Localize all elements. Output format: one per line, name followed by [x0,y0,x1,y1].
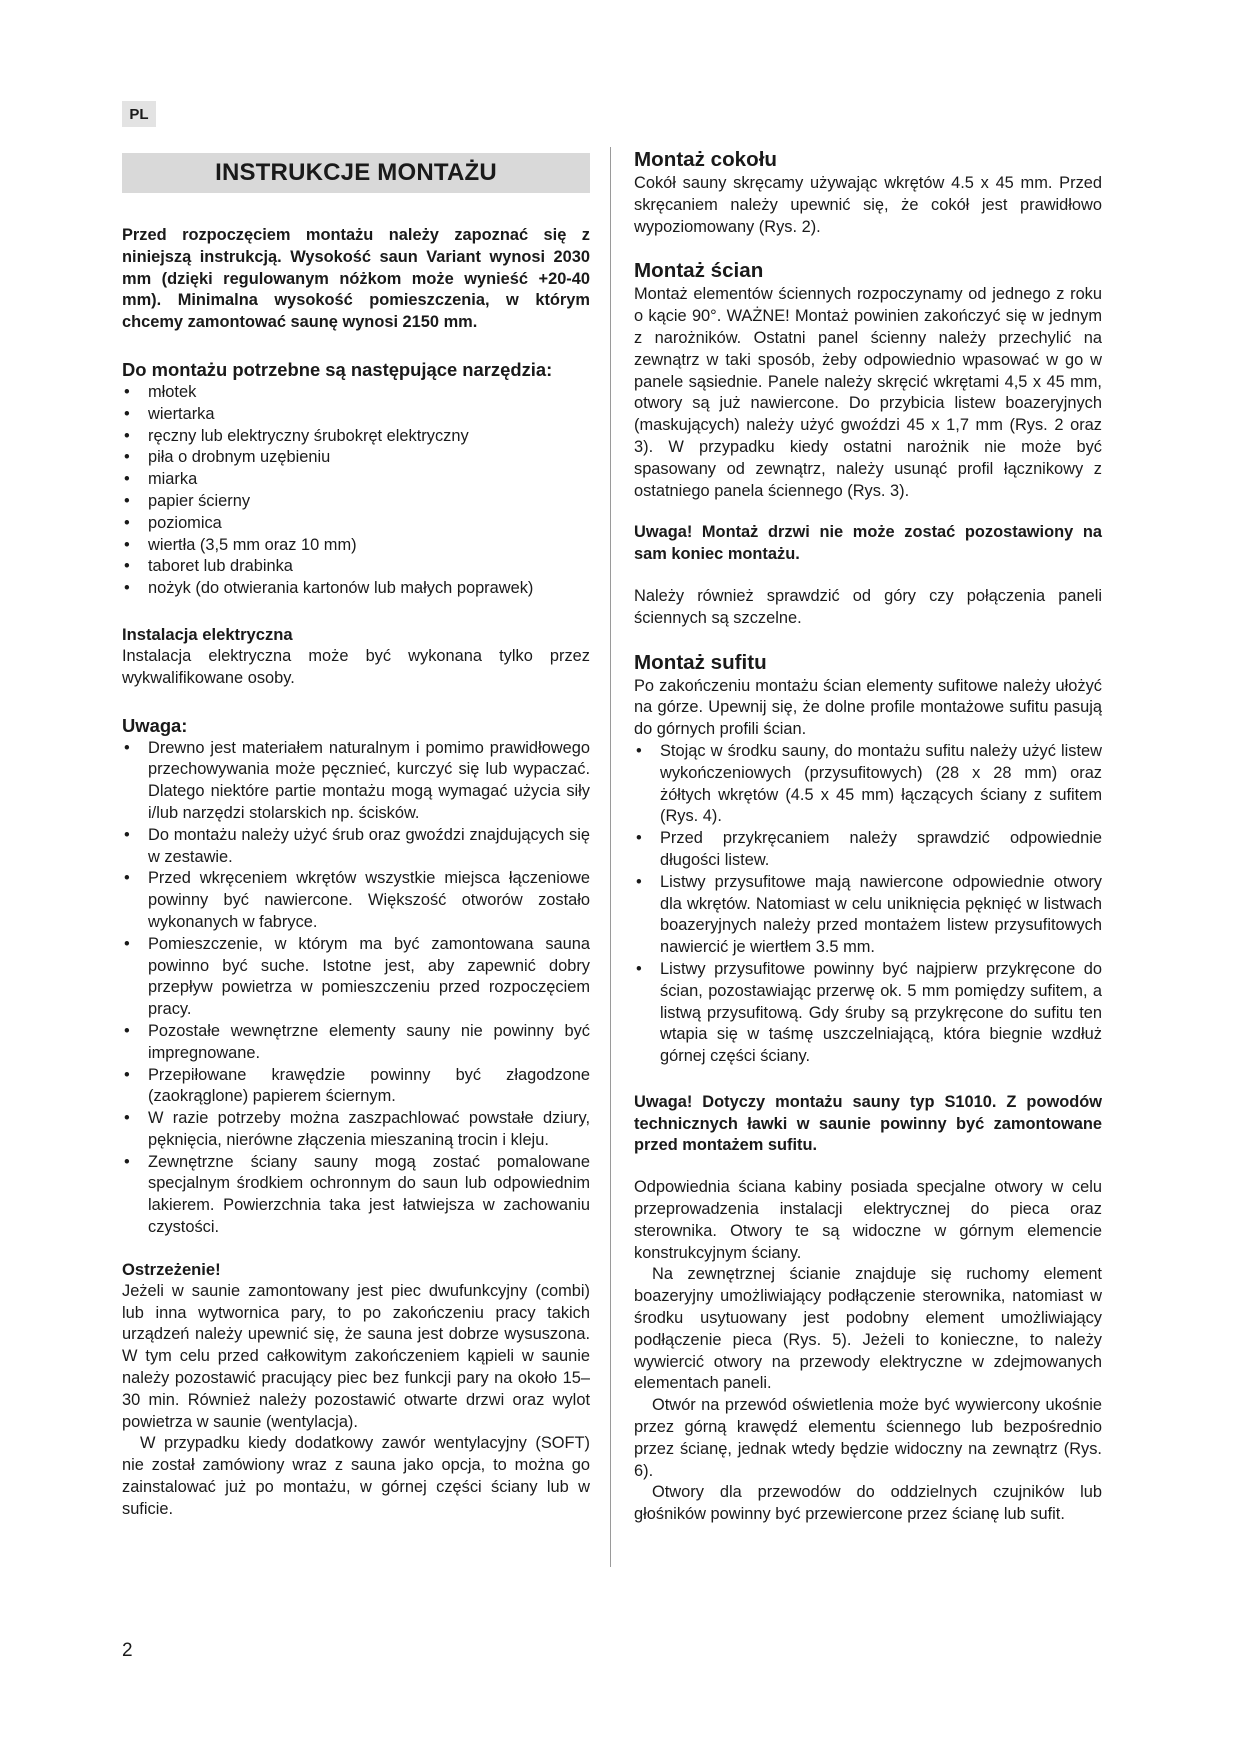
list-item: • W razie potrzeby można zaszpachlować powstałe dziury, pęknięcia, nierówne złączenia mieszaniną trocin i kleju. [122,1108,590,1152]
list-item: • Przed wkręceniem wkrętów wszystkie miejsca łączeniowe powinny być nawiercone. Większość otworów zostało wykonanych w fabryce. [122,868,590,933]
ceiling-paragraph-3: Otwór na przewód oświetlenia może być wywiercony ukośnie przez górną krawędź elementu ściennego lub bezpośrednio przez ścianę, jednak wtedy będzie widoczny na zewnątrz (Rys. 6). [634,1396,1102,1480]
list-item: • młotek [122,382,590,404]
list-item: • Listwy przysufitowe powinny być najpierw przykręcone do ścian, pozostawiając przerwę ok. 5 mm pomiędzy sufitem, a listwą przysufitową. Gdy śruby są przykręcone do sufitu ten wtapia się w taśmę uszczelniającą, która biegnie wzdłuż górnej części ściany. [634,959,1102,1068]
left-column [122,147,590,1521]
caution-heading: Uwaga: [122,714,188,736]
ceiling-heading: Montaż sufitu [634,650,767,674]
tools-heading: Do montażu potrzebne są następujące narzędzia: [122,358,553,380]
walls-check: Należy również sprawdzić od góry czy połączenia paneli ściennych są szczelne. [634,586,1102,627]
walls-text: Montaż elementów ściennych rozpoczynamy od jednego z roku o kącie 90°. WAŻNE! Montaż powinien zakończyć się w jednym z narożników. Ostatni panel ścienny należy przechylić na zewnątrz w taki sposób, żeby odpowiednio wpasować w go w panele sąsiednie. Panele należy skręcić wkrętami 4,5 x 45 mm, otwory są już nawiercone. Do przybicia listew boazeryjnych (maskujących) należy użyć gwoździ 45 x 1,7 mm (Rys. 2 oraz 3). W przypadku kiedy ostatni narożnik nie może być spasowany od zewnątrz, należy usunąć profil łącznikowy z ostatniego panela ściennego (Rys. 3). [634,285,1102,500]
right-column [634,147,1102,1526]
list-item: • taboret lub drabinka [122,556,590,578]
list-item: • papier ścierny [122,491,590,513]
caution-list [122,738,590,1239]
list-item: • Przed przykręcaniem należy sprawdzić odpowiednie długości listew. [634,828,1102,872]
list-item: • Przepiłowane krawędzie powinny być złagodzone (zaokrąglone) papierem ściernym. [122,1065,590,1109]
warning-heading: Ostrzeżenie! [122,1259,221,1279]
warning-paragraph-1: Jeżeli w saunie zamontowany jest piec dwufunkcyjny (combi) lub inna wytwornica pary, to po zakończeniu pracy takich urządzeń należy upewnić się, że sauna jest dobrze wysuszona. W tym celu przed całkowitym zakończeniem kąpieli w saunie należy pozostawić pracujący piec bez funkcji pary na około 15–30 min. Również należy pozostawić otwarte drzwi oraz wylot powietrza w saunie (wentylacja). [122,1281,590,1431]
electrical-heading: Instalacja elektryczna [122,624,293,644]
walls-note: Uwaga! Montaż drzwi nie może zostać pozostawiony na sam koniec montażu. [634,523,1102,564]
list-item: • ręczny lub elektryczny śrubokręt elektryczny [122,426,590,448]
ceiling-list [634,741,1102,1068]
tools-list [122,382,590,600]
language-tab: PL [122,101,156,127]
list-item: • wiertła (3,5 mm oraz 10 mm) [122,535,590,557]
ceiling-paragraph-4: Otwory dla przewodów do oddzielnych czujników lub głośników powinny być przewiercone przez ścianę lub sufit. [634,1483,1102,1524]
list-item: • wiertarka [122,404,590,426]
list-item: • Listwy przysufitowe mają nawiercone odpowiednie otwory dla wkrętów. Natomiast w celu uniknięcia pęknięć w listwach boazeryjnych należy przed montażem listew przysufitowych nawiercić je wiertłem 3.5 mm. [634,872,1102,959]
electrical-text: Instalacja elektryczna może być wykonana tylko przez wykwalifikowane osoby. [122,646,590,687]
list-item: • Stojąc w środku sauny, do montażu sufitu należy użyć listew wykończeniowych (przysufitowych) (28 x 28 mm) oraz żółtych wkrętów (4.5 x 45 mm) łączących ściany z sufitem (Rys. 4). [634,741,1102,828]
list-item: • Zewnętrzne ściany sauny mogą zostać pomalowane specjalnym środkiem ochronnym do saun lub odpowiednim lakierem. Powierzchnia taka jest łatwiejsza w zachowaniu czystości. [122,1152,590,1239]
list-item: • miarka [122,469,590,491]
column-divider [610,147,611,1567]
walls-heading: Montaż ścian [634,259,764,283]
ceiling-paragraph-1: Odpowiednia ściana kabiny posiada specjalne otwory w celu przeprowadzenia instalacji elektrycznej do pieca oraz sterownika. Otwory te są widoczne w górnym elemencie konstrukcyjnym ściany. [634,1178,1102,1262]
list-item: • Drewno jest materiałem naturalnym i pomimo prawidłowego przechowywania może pęcznieć, kurczyć się lub wypaczać. Dlatego niektóre partie montażu mogą wymagać użycia siły i/lub narzędzi stolarskich np. ścisków. [122,738,590,825]
ceiling-paragraph-2: Na zewnętrznej ścianie znajduje się ruchomy element boazeryjny umożliwiający podłączenie sterownika, natomiast w środku usytuowany jest podobny element umożliwiający podłączenie pieca (Rys. 5). Jeżeli to konieczne, to należy wywiercić otwory na przewody elektryczne w zdejmowanych elementach paneli. [634,1265,1102,1393]
ceiling-note: Uwaga! Dotyczy montażu sauny typ S1010. Z powodów technicznych ławki w saunie powinny być zamontowane przed montażem sufitu. [634,1092,1102,1155]
warning-paragraph-2: W przypadku kiedy dodatkowy zawór wentylacyjny (SOFT) nie został zamówiony wraz z sauna jako opcja, to można go zainstalować już po montażu, w górnej części ściany lub w suficie. [122,1434,590,1518]
list-item: • piła o drobnym uzębieniu [122,447,590,469]
page-title: INSTRUKCJE MONTAŻU [122,153,590,193]
list-item: • Do montażu należy użyć śrub oraz gwoździ znajdujących się w zestawie. [122,825,590,869]
list-item: • nożyk (do otwierania kartonów lub małych poprawek) [122,578,590,600]
list-item: • Pozostałe wewnętrzne elementy sauny nie powinny być impregnowane. [122,1021,590,1065]
list-item: • Pomieszczenie, w którym ma być zamontowana sauna powinno być suche. Istotne jest, aby zapewnić dobry przepływ powietrza w pomieszczeniu przed rozpoczęciem pracy. [122,934,590,1021]
page-number: 2 [122,1640,133,1661]
plinth-text: Cokół sauny skręcamy używając wkrętów 4.5 x 45 mm. Przed skręcaniem należy upewnić się, że cokół jest prawidłowo wypoziomowany (Rys. 2). [634,174,1102,236]
plinth-heading: Montaż cokołu [634,148,778,171]
list-item: • poziomica [122,513,590,535]
intro-paragraph: Przed rozpoczęciem montażu należy zapoznać się z niniejszą instrukcją. Wysokość saun Variant wynosi 2030 mm (dzięki regulowanym nóżkom może wynieść +20-40 mm). Minimalna wysokość pomieszczenia, w którym chcemy zamontować saunę wynosi 2150 mm. [122,226,590,332]
ceiling-text: Po zakończeniu montażu ścian elementy sufitowe należy ułożyć na górze. Upewnij się, że dolne profile montażowe sufitu pasują do górnych profili ścian. [634,676,1102,739]
